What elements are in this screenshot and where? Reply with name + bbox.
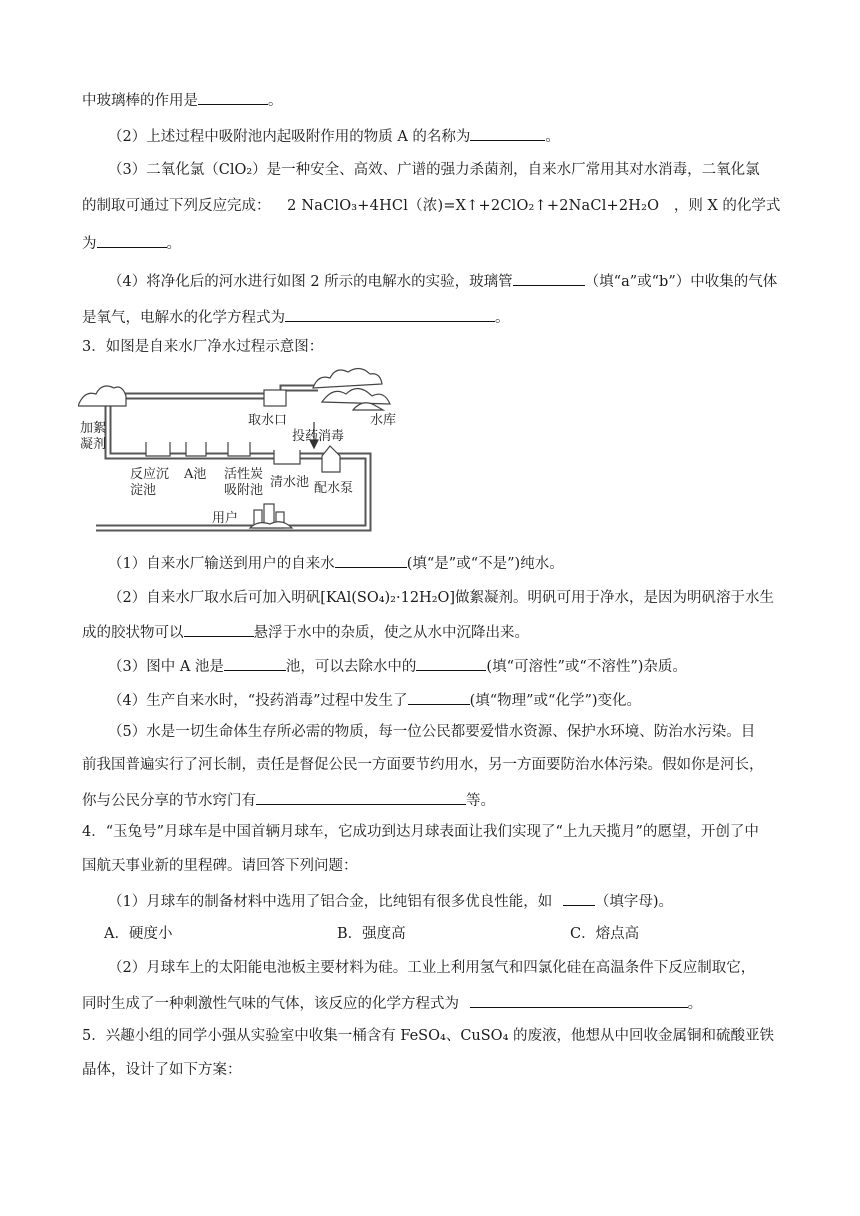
text-line <box>82 196 812 216</box>
question-title-text: 5．兴趣小组的同学小强从实验室中收集一桶含有 FeSO₄、CuSO₄ 的废液，他想从中回收金属铜和硫酸亚铁 <box>82 1028 774 1044</box>
punctuation: 。 <box>268 93 283 109</box>
question-text: (填“可溶性”或“不溶性”)杂质。 <box>486 659 687 675</box>
text-line <box>108 890 838 912</box>
question-5-title <box>82 1026 812 1046</box>
question-text: 是氧气，电解水的化学方程式为 <box>82 310 285 326</box>
answer-blank[interactable] <box>285 306 495 322</box>
reservoir-label: 水库 <box>370 413 397 428</box>
punctuation: 。 <box>166 236 181 252</box>
carbon-label-1: 活性炭 <box>224 467 264 482</box>
question-text: 中玻璃棒的作用是 <box>82 93 198 109</box>
punctuation: 。 <box>545 129 560 145</box>
question-4-title <box>82 822 812 842</box>
answer-blank[interactable] <box>184 621 254 637</box>
punctuation: 。 <box>495 310 510 326</box>
text-line <box>82 89 812 111</box>
question-text: （2）自来水厂取水后可加入明矾[KAl(SO₄)₂·12H₂O]做絮凝剂。明矾可用于净水，是因为明矾溶于水生 <box>108 590 775 606</box>
answer-blank[interactable] <box>470 125 545 141</box>
option-c[interactable]: C．熔点高 <box>570 926 640 942</box>
question-text: (填“物理”或“化学”)变化。 <box>469 693 642 709</box>
flocculant-label-1: 加絮 <box>80 421 107 436</box>
text-line <box>108 689 838 711</box>
punctuation: 。 <box>687 996 703 1012</box>
text-line <box>108 958 838 978</box>
question-text: (填“是”或“不是”)纯水。 <box>406 556 564 572</box>
carbon-label-2: 吸附池 <box>224 483 264 498</box>
user-label: 用户 <box>212 511 239 526</box>
text-line <box>82 621 812 643</box>
question-text: 国航天事业新的里程碑。请回答下列问题： <box>82 858 358 874</box>
answer-blank[interactable] <box>224 655 286 671</box>
reservoir-icon <box>313 368 390 410</box>
question-text: 等。 <box>466 793 495 809</box>
dosing-label: 投药消毒 <box>292 429 345 444</box>
text-line <box>108 722 838 742</box>
clear-tank <box>274 450 300 464</box>
answer-blank[interactable] <box>97 232 167 248</box>
question-text: （1）月球车的制备材料中选用了铝合金，比纯铝有很多优良性能，如 <box>108 894 553 910</box>
question-text: 为 <box>82 236 97 252</box>
answer-blank[interactable] <box>335 552 407 568</box>
question-text: 悬浮于水中的杂质，使之从水中沉降出来。 <box>253 625 529 641</box>
question-text: （5）水是一切生命体生存所必需的物质，每一位公民都要爱惜水资源、保护水环境、防治水污染。目 <box>108 724 756 740</box>
question-text: 成的胶状物可以 <box>82 625 184 641</box>
question-text: （2）上述过程中吸附池内起吸附作用的物质 A 的名称为 <box>108 129 471 145</box>
text-line <box>82 232 812 254</box>
chemical-equation: 2 NaClO₃+4HCl（浓)=X↑+2ClO₂↑+2NaCl+2H₂O <box>287 198 660 214</box>
text-line <box>108 270 838 292</box>
text-line <box>108 655 838 677</box>
question-text: （填字母)。 <box>594 894 674 910</box>
question-text: （3）图中 A 池是 <box>108 659 224 675</box>
question-3-title <box>82 337 812 357</box>
answer-blank[interactable] <box>256 789 466 805</box>
answer-blank[interactable] <box>416 655 486 671</box>
question-text: （4）将净化后的河水进行如图 2 所示的电解水的实验，玻璃管 <box>108 274 513 290</box>
pump-house <box>322 446 340 472</box>
question-text: ，则 X 的化学式 <box>673 198 781 214</box>
text-line <box>108 160 838 180</box>
water-treatment-diagram <box>78 360 408 538</box>
question-text: 晶体，设计了如下方案： <box>82 1062 242 1078</box>
intake-label: 取水口 <box>248 413 288 428</box>
question-title-text: 4．“玉兔号”月球车是中国首辆月球车，它成功到达月球表面让我们实现了“上九天揽月”的愿望，开创了中 <box>82 824 759 840</box>
reaction-label-1: 反应沉 <box>130 467 170 482</box>
pump-label: 配水泵 <box>314 481 354 496</box>
answer-blank[interactable] <box>563 890 595 906</box>
reaction-tank <box>146 442 170 456</box>
question-text: （填“a”或“b”）中收集的气体 <box>584 274 778 290</box>
question-title-text: 3．如图是自来水厂净水过程示意图： <box>82 339 324 355</box>
text-line <box>82 856 812 876</box>
question-text: （3）二氧化氯（ClO₂）是一种安全、高效、广谱的强力杀菌剂，自来水厂常用其对水消毒，二氧化氯 <box>108 162 760 178</box>
intake-box <box>264 390 286 406</box>
text-line <box>108 125 838 147</box>
question-text: （1）自来水厂输送到用户的自来水 <box>108 556 335 572</box>
text-line <box>82 306 812 328</box>
pool-a-tank <box>186 442 206 456</box>
text-line <box>82 789 812 811</box>
text-line <box>108 588 838 608</box>
answer-blank[interactable] <box>408 689 470 705</box>
clear-pool-label: 清水池 <box>270 475 310 490</box>
question-text: 的制取可通过下列反应完成： <box>82 198 271 214</box>
question-text: 池，可以去除水中的 <box>285 659 417 675</box>
text-line <box>82 755 812 775</box>
flocculant-icon <box>78 386 126 406</box>
option-b[interactable]: B．强度高 <box>337 926 406 942</box>
pool-a-label: A池 <box>184 467 207 482</box>
question-text: 你与公民分享的节水窍门有 <box>82 793 256 809</box>
reaction-label-2: 淀池 <box>130 483 157 498</box>
text-line <box>108 552 838 574</box>
question-text: 同时生成了一种刺激性气味的气体，该反应的化学方程式为 <box>82 996 459 1012</box>
text-line <box>82 1060 812 1080</box>
answer-blank[interactable] <box>198 89 268 105</box>
answer-blank[interactable] <box>470 992 688 1008</box>
answer-blank[interactable] <box>513 270 585 286</box>
text-line <box>82 992 812 1014</box>
carbon-tank <box>228 442 250 456</box>
user-buildings <box>250 504 292 528</box>
question-text: （4）生产自来水时，“投药消毒”过程中发生了 <box>108 693 408 709</box>
flocculant-label-2: 凝剂 <box>80 437 107 452</box>
question-text: （2）月球车上的太阳能电池板主要材料为硅。工业上利用氢气和四氯化硅在高温条件下反应制取它， <box>108 960 756 976</box>
option-a[interactable]: A．硬度小 <box>104 926 173 942</box>
question-text: 前我国普遍实行了河长制，责任是督促公民一方面要节约用水，另一方面要防治水体污染。假如你是河长， <box>82 757 764 773</box>
